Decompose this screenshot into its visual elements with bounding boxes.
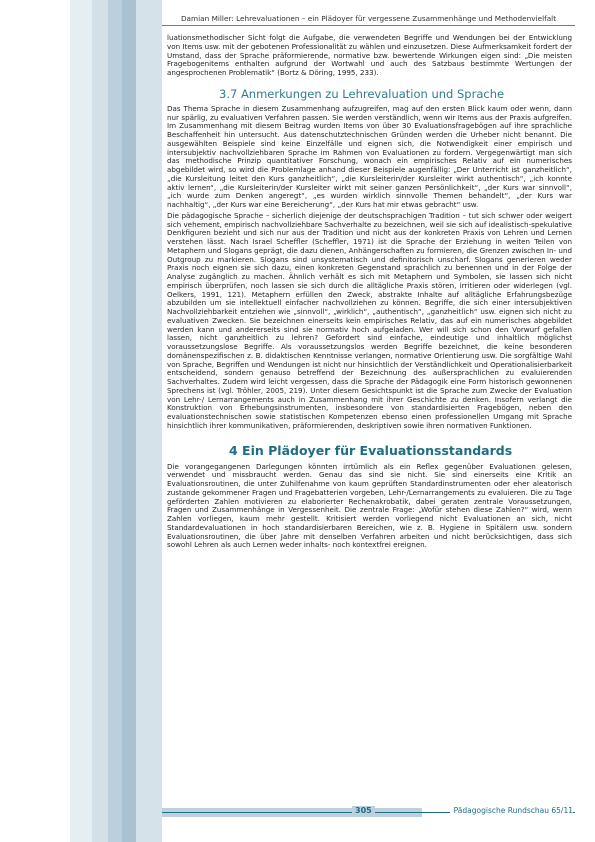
article-body	[167, 34, 572, 550]
margin-band	[136, 0, 162, 842]
paragraph-1: luationsmethodischer Sicht folgt die Aufgabe, die verwendeten Begriffe und Wendungen bei der Entwicklung von Items usw. mit der gebotenen Professionalität zu wählen und einzusetzen. Diese Aufmerksamkeit fordert der Umstand, dass der Sprache präformierende, normative bzw. bewertende Wirkungen eigen sind: „Die meisten Fragebogenitems enthalten aufgrund der Wortwahl und auch des Satzbaus bestimmte Wertungen der angesprochenen Problematik“ (Bortz & Döring, 1995, 233).	[167, 33, 572, 77]
margin-band	[0, 0, 70, 842]
margin-band	[122, 0, 136, 842]
journal-name: Pädagogische Rundschau 65/11	[450, 806, 573, 815]
paragraph-4: Die vorangegangenen Darlegungen könnten irrtümlich als ein Reflex gegenüber Evaluationen gelesen, verwendet und missbraucht werden. Genau das sind sie nicht. Sie sind einerseits eine Kritik an Evaluationsroutinen, die unter Zuhilfenahme von kaum geprüften Standardinstrumenten oder eher aleatorisch zustande gekommener Fragen und Fragebatterien vorgeben, Lehr-/Lernarrangements zu evaluieren. Die zu Tage geförderten Zahlen motivieren zu elaborierter Rechenakrobatik, dabei geraten zentrale Voraussetzungen, Fragen und Zusammenhänge in Vergessenheit. Die zentrale Frage: „Wofür stehen diese Zahlen?“ wird, wenn Zahlen vorliegen, kaum mehr gestellt. Kritisiert werden vorliegend nicht Evaluationen an sich, nicht Standardevaluationen in hoch standardisierbaren Bereichen, wie z. B. Hygiene in Spitälern usw. sondern Evaluationsroutinen, die über Jahre mit denselben Verfahren arbeiten und nicht berücksichtigen, dass sich sowohl Lehren als auch Lernen weder inhalts- noch kontextfrei ereignen.	[167, 461, 572, 550]
page-number: 305	[352, 806, 375, 815]
margin-band	[70, 0, 92, 842]
section-heading-3-7: 3.7 Anmerkungen zu Lehrevaluation und Sprache	[219, 86, 505, 101]
margin-band	[108, 0, 122, 842]
running-header: Damian Miller: Lehrevaluationen – ein Plädoyer für vergessene Zusammenhänge und Methodenvielfalt	[162, 14, 575, 26]
paragraph-2: Das Thema Sprache in diesem Zusammenhang aufzugreifen, mag auf den ersten Blick kaum oder wenn, dann nur spärlig, zu evaluativen Verfahren passen. Sie werden verständlich, wenn wir Items aus der Praxis aufgreifen. Im Zusammenhang mit diesem Beitrag wurden Items von über 30 Evaluationsfragebögen auf ihre sprachliche Beschaffenheit hin untersucht. Aus datenschutztechnischen Gründen werden die Urheber nicht benannt. Die ausgewählten Beispiele sind keine Einzelfälle und eignen sich, die Notwendigkeit einer empirisch und intersubjektiv nachvollziehbaren Sprache im Rahmen von Evaluationen zu fordern. Vergegenwärtigt man sich das methodische Prinzip quantitativer Forschung, wonach ein empirisches Relativ auf ein numerisches abgebildet wird, so wird die Problemlage anhand dieser Beispiele augenfällig: „Der Unterricht ist ganzheitlich“, „die Kursleitung leitet den Kurs ganzheitlich“, „die Kursleiterin/der Kursleiter wirkt authentisch“, „ich konnte aktiv lernen“, „die Kursleiterin/der Kursleiter wirkt mit seiner ganzen Persönlichkeit“, „der Kurs war sinnvoll“, „ich wurde zum Denken angeregt“, „es wurden wirklich sinnvolle Themen behandelt“, „der Kurs war nachhaltig“, „der Kurs war eine Bereicherung“, „der Kurs hat mir etwas gebracht“ usw.	[167, 103, 572, 209]
section-heading-4: 4 Ein Plädoyer für Evaluationsstandards	[229, 442, 513, 458]
margin-band	[92, 0, 108, 842]
paragraph-3: Die pädagogische Sprache – sicherlich diejenige der deutschsprachigen Tradition – tut sich schwer oder weigert sich vehement, empirisch nachvollziehbare Sachverhalte zu bezeichnen, weil sie sich auf idealistisch-spekulative Denkfiguren bezieht und sich nur aus der Tradition und nicht aus der konkreten Praxis von Lehren und Lernen verstehen lässt. Nach Israel Scheffler (Scheffler, 1971) ist die Sprache der Erziehung in weiten Teilen von Metaphern und Slogans geprägt, die dazu dienen, Anhängerschaften zu formieren, die Grenzen zwischen In- und Outgroup zu markieren. Slogans sind unsystematisch und definitorisch unscharf. Slogans generieren weder Praxis noch eignen sie sich dazu, einen konkreten Gegenstand sprachlich zu benennen und in der Folge der Analyse zugänglich zu machen. Ähnlich verhält es sich mit Metaphern und Symbolen, sie lassen sich nicht empirisch überprüfen, noch lassen sie sich durch die alltägliche Praxis stören, irritieren oder widerlegen (vgl. Oelkers, 1991, 121). Metaphern erfüllen den Zweck, abstrakte Inhalte auf alltägliche Erfahrungsbezüge abzubilden um sie intellektuell einfacher nachvollziehen zu können. Begriffe, die sich einer intersubjektiven Nachvollziehbarkeit entziehen wie „sinnvoll“, „wirklich“, „authentisch“, „ganzheitlich“ usw. eignen sich nicht zu evaluativen Zwecken. Sie bezeichnen einerseits kein empirisches Relativ, das auf ein numerisches abgebildet werden kann und andererseits sind sie normativ hoch aufgeladen. Wer will sich schon den Vorwurf gefallen lassen, nicht ganzheitlich zu lehren? Gefordert sind einfache, eindeutige und inhaltlich möglichst voraussetzungslose Begriffe. Als voraussetzungslos werden Begriffe bezeichnet, die keine besonderen domänenspezifischen z. B. didaktischen Kenntnisse verlangen, normative Orientierung usw. Die sorgfältige Wahl von Sprache, Begriffen und Wendungen ist nicht nur hinsichtlich der Verständlichkeit und Operationalisierbarkeit entscheidend, sondern genauso betreffend der Bezeichnung des außersprachlichen zu evaluierenden Sachverhaltes. Zudem wird leicht vergessen, dass die Sprache der Pädagogik eine Form historisch gewonnenen Sprechens ist (vgl. Tröhler, 2005, 219). Unter diesem Gesichtspunkt ist die Sprache zum Zwecke der Evaluation von Lehr-/ Lernarrangements auch in Zusammenhang mit ihrer Geschichte zu denken. Insofern verlangt die Konstruktion von Erhebungsinstrumenten, insbesondere von standardisierten Fragebögen, neben den evaluationstechnischen sowie statistischen Kompetenzen ebenso einen professionellen Umgang mit Sprache hinsichtlich ihrer kommunikativen, präformierenden, deskriptiven sowie ihren normativen Funktionen.	[167, 210, 572, 430]
